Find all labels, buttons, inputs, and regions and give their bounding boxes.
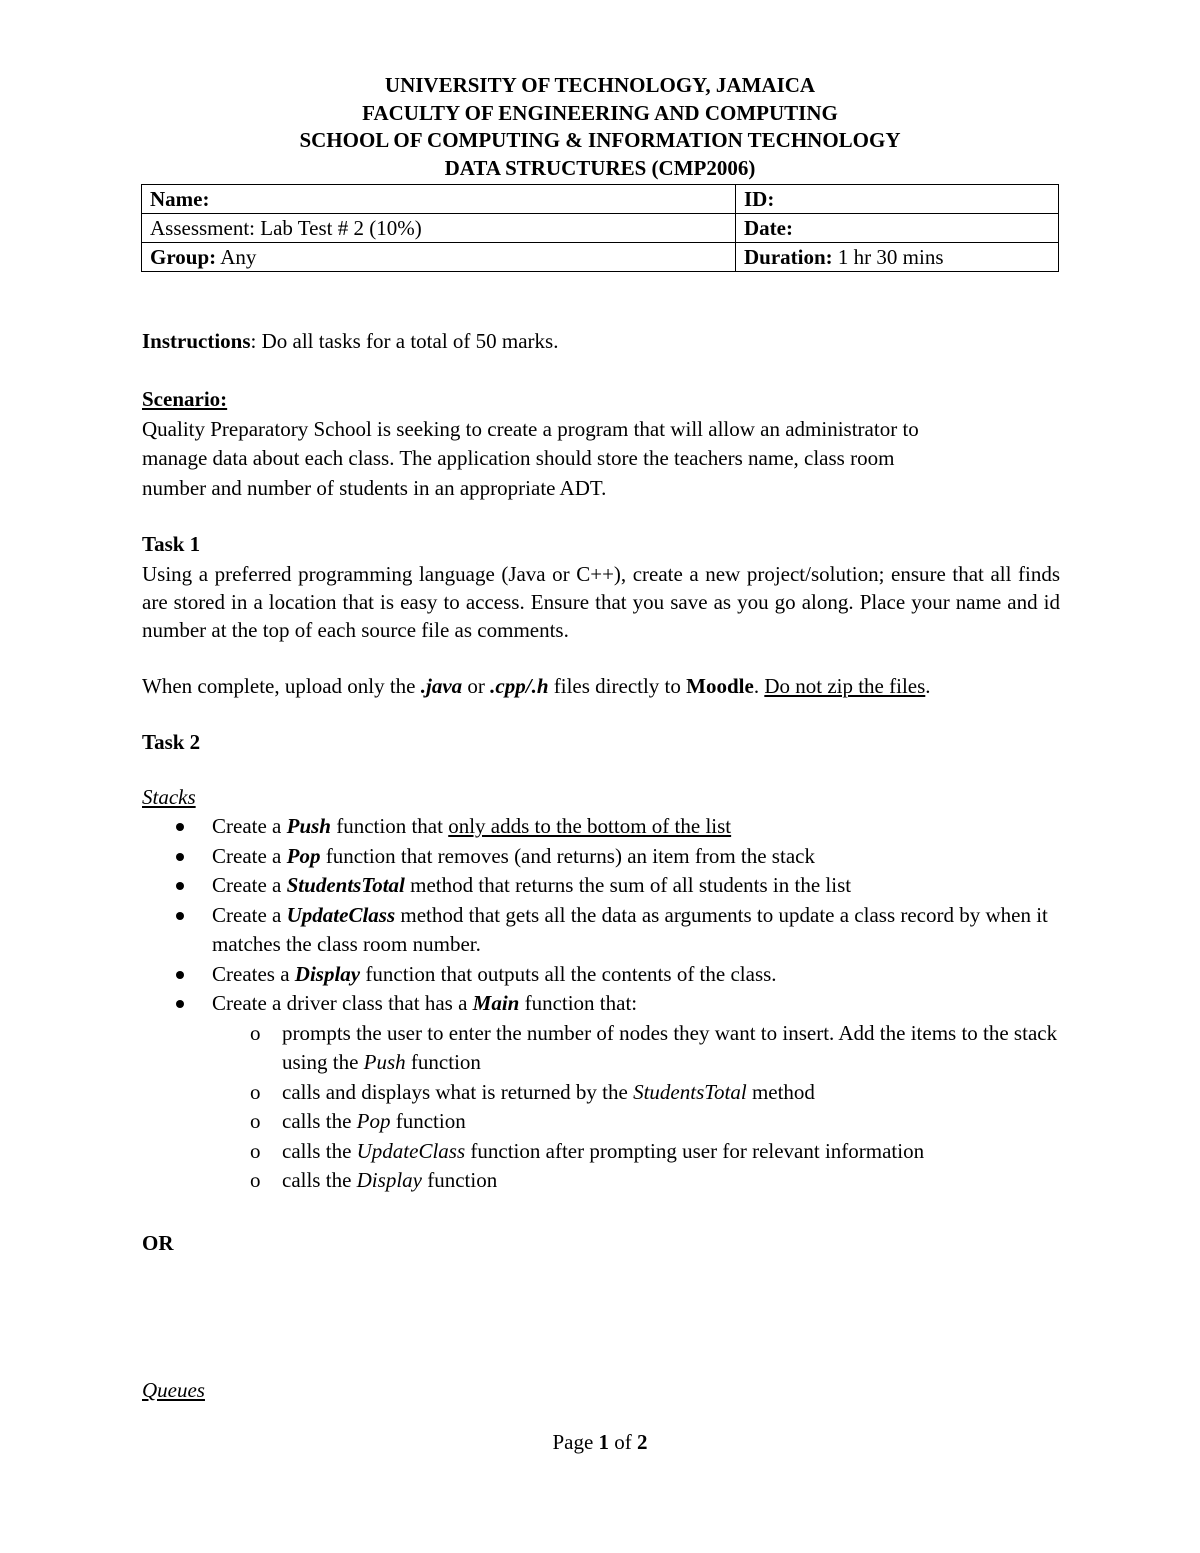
item-text: function	[390, 1109, 466, 1133]
sub-bullet-icon: o	[250, 1020, 261, 1045]
item-text: Create a	[212, 902, 287, 927]
duration-label: Duration:	[744, 245, 833, 269]
scenario-line: Quality Preparatory School is seeking to create a program that will allow an administrator to	[142, 416, 919, 441]
list-item	[142, 901, 1060, 960]
bullet-icon	[176, 823, 184, 831]
scenario-section	[142, 385, 1060, 503]
item-text: function	[405, 1050, 481, 1074]
table-row	[142, 243, 1059, 272]
item-text: calls the	[282, 1138, 357, 1163]
item-text: Creates a	[212, 961, 295, 986]
name-cell: Name:	[142, 185, 736, 214]
item-text: function that removes (and returns) an item from the stack	[320, 843, 815, 868]
item-text: Create a driver class that has a	[212, 991, 473, 1015]
item-italic: Pop	[356, 1109, 391, 1133]
group-value: Any	[216, 245, 257, 269]
scenario-line: number and number of students in an appropriate ADT.	[142, 475, 607, 500]
item-keyword: Pop	[286, 843, 321, 868]
cpp-ext: .cpp/.h	[490, 674, 549, 698]
table-row	[142, 214, 1059, 243]
item-italic: StudentsTotal	[633, 1079, 747, 1104]
duration-cell	[736, 243, 1059, 272]
instructions-label: Instructions	[142, 329, 251, 353]
item-italic: Push	[363, 1050, 406, 1074]
school-name: SCHOOL OF COMPUTING & INFORMATION TECHNOLOGY	[299, 128, 901, 152]
list-item	[142, 871, 1060, 901]
item-keyword: UpdateClass	[286, 902, 396, 927]
sub-list-item	[142, 1019, 1060, 1078]
upload-text: files directly to	[548, 674, 687, 698]
bullet-icon	[176, 882, 184, 890]
task1-heading: Task 1	[142, 532, 201, 556]
item-italic: Display	[356, 1168, 422, 1192]
instructions-text: : Do all tasks for a total of 50 marks.	[250, 329, 559, 353]
item-text: method	[746, 1079, 815, 1104]
item-text: calls the	[282, 1109, 357, 1133]
bullet-icon	[176, 912, 184, 920]
upload-text: When complete, upload only the	[142, 674, 421, 698]
sub-list-item	[142, 1137, 1060, 1167]
university-name: UNIVERSITY OF TECHNOLOGY, JAMAICA	[384, 73, 816, 97]
of-word: of	[609, 1430, 638, 1454]
page-footer	[0, 1428, 1200, 1456]
document-header	[140, 72, 1060, 182]
date-cell: Date:	[736, 214, 1059, 243]
list-item	[142, 960, 1060, 990]
item-keyword: Push	[286, 814, 331, 838]
sub-list-item	[142, 1107, 1060, 1137]
table-row	[142, 185, 1059, 214]
bullet-icon	[176, 971, 184, 979]
upload-text: .	[925, 674, 931, 698]
list-item	[142, 812, 1060, 842]
scenario-line: manage data about each class. The application should store the teachers name, class room	[142, 446, 895, 470]
upload-text: or	[462, 674, 491, 698]
sub-bullet-icon: o	[250, 1109, 261, 1133]
assessment-cell: Assessment: Lab Test # 2 (10%)	[142, 214, 736, 243]
sub-list-item	[142, 1166, 1060, 1196]
list-item	[142, 989, 1060, 1019]
duration-value: 1 hr 30 mins	[832, 245, 944, 269]
sub-list-item	[142, 1078, 1060, 1108]
faculty-name: FACULTY OF ENGINEERING AND COMPUTING	[362, 100, 838, 125]
no-zip-text: Do not zip the files	[764, 674, 926, 698]
sub-bullet-icon: o	[250, 1168, 261, 1192]
sub-bullet-icon: o	[250, 1138, 261, 1163]
instructions-paragraph	[142, 327, 1060, 357]
item-text: calls the	[282, 1168, 357, 1192]
item-text: Create a	[212, 843, 287, 868]
item-text: function	[421, 1168, 498, 1192]
info-table	[141, 184, 1059, 272]
upload-instruction	[142, 672, 1060, 702]
item-keyword: StudentsTotal	[286, 873, 405, 897]
scenario-heading: Scenario:	[142, 387, 228, 411]
task1-section	[142, 530, 1060, 644]
list-item	[142, 842, 1060, 872]
stacks-list	[142, 812, 1060, 1196]
sub-bullet-icon: o	[250, 1079, 261, 1104]
item-text: function after prompting user for relevant information	[465, 1138, 925, 1163]
page-number: 1	[598, 1430, 610, 1454]
page-word: Page	[552, 1430, 599, 1454]
upload-text: .	[753, 674, 765, 698]
item-keyword: Main	[472, 991, 520, 1015]
item-text: method that gets all the data as arguments to update a class record by when it matches the class room number.	[212, 902, 1048, 956]
stacks-heading: Stacks	[142, 785, 196, 809]
task2-heading: Task 2	[142, 730, 201, 754]
group-cell	[142, 243, 736, 272]
item-keyword: Display	[294, 961, 361, 986]
bullet-icon	[176, 1000, 184, 1008]
course-name: DATA STRUCTURES (CMP2006)	[444, 155, 756, 180]
item-text: function that	[330, 814, 449, 838]
group-label: Group:	[150, 245, 217, 269]
item-text: function that outputs all the contents of the class.	[360, 961, 777, 986]
item-text: prompts the user to enter the number of nodes they want to insert. Add the items to the stack using the	[282, 1020, 1058, 1074]
item-text: function that:	[519, 991, 638, 1015]
id-cell: ID:	[736, 185, 1059, 214]
page-total: 2	[637, 1430, 648, 1454]
bullet-icon	[176, 853, 184, 861]
item-text: Create a	[212, 873, 287, 897]
item-text: calls and displays what is returned by the	[282, 1079, 634, 1104]
moodle-text: Moodle	[686, 674, 754, 698]
java-ext: .java	[420, 674, 463, 698]
task1-text: Using a preferred programming language (Java or C++), create a new project/solution; ensure that all finds are stored in a location that is easy to access. Ensure that you save as you go along. Place your name and id number at the top of each source file as comments.	[142, 561, 1060, 642]
or-text: OR	[142, 1231, 174, 1255]
item-text: method that returns the sum of all students in the list	[404, 873, 852, 897]
item-text: Create a	[212, 814, 287, 838]
item-italic: UpdateClass	[356, 1138, 466, 1163]
item-underlined: only adds to the bottom of the list	[448, 814, 732, 838]
queues-heading: Queues	[142, 1378, 205, 1402]
